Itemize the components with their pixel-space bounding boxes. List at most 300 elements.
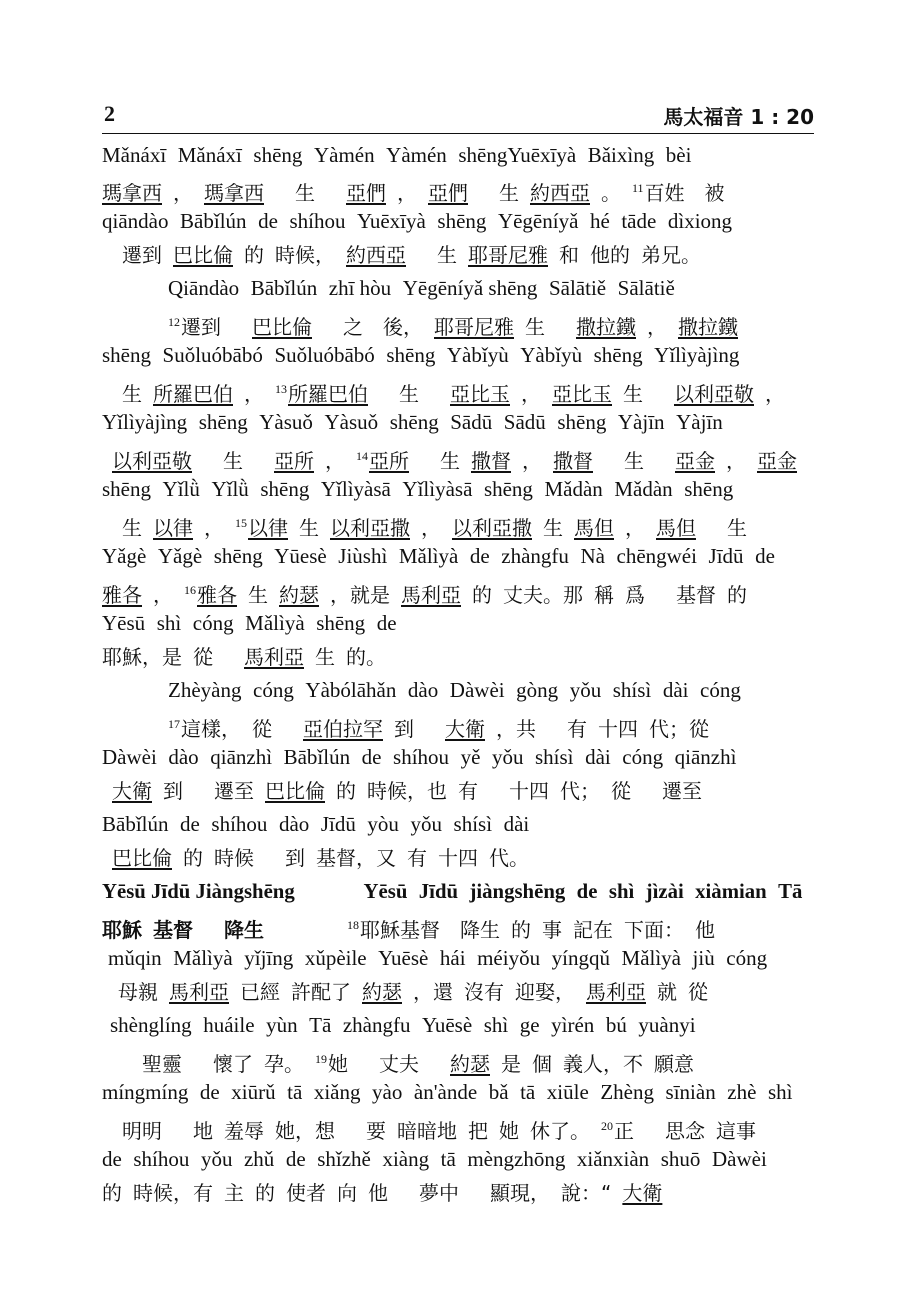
word: ，還 xyxy=(413,980,453,1004)
word: Mǎlìyà xyxy=(398,544,459,568)
word: 這樣， xyxy=(181,717,241,741)
pinyin-line xyxy=(102,943,814,973)
word: ， xyxy=(397,181,417,205)
word: ， xyxy=(522,449,542,473)
word: 是 xyxy=(501,1052,521,1076)
word: Yǐlǜ xyxy=(211,477,249,501)
chinese-line xyxy=(102,1111,814,1141)
word: 事 xyxy=(542,918,562,942)
word: 有 xyxy=(407,846,427,870)
word: dài xyxy=(585,745,611,769)
word: 代；從 xyxy=(649,717,709,741)
word: 懷了 xyxy=(213,1052,253,1076)
word: 生 xyxy=(315,645,335,669)
proper-name: 耶哥尼雅 xyxy=(434,315,514,339)
chinese-line xyxy=(102,173,814,203)
word: Nà xyxy=(580,544,605,568)
word: 生 xyxy=(299,516,319,540)
word: 已經 xyxy=(240,980,280,1004)
word: shì xyxy=(156,611,182,635)
word: 生 xyxy=(479,181,519,205)
word: dài xyxy=(503,812,530,836)
word: 向 xyxy=(337,1181,357,1205)
word: Mǎlìyà xyxy=(173,946,233,970)
word: bú xyxy=(605,1013,627,1037)
word: Dàwèi xyxy=(449,678,505,702)
word: tāde xyxy=(621,209,657,233)
word: shēng xyxy=(260,477,310,501)
word: 丈夫 xyxy=(379,1052,439,1076)
word: 生 xyxy=(379,382,439,406)
pinyin-line xyxy=(102,1010,814,1040)
word: 十四 xyxy=(598,717,638,741)
word: 思念 xyxy=(665,1119,705,1143)
word: ， xyxy=(625,516,645,540)
pinyin-line xyxy=(102,742,814,772)
word: ， xyxy=(204,516,224,540)
word: shì xyxy=(483,1013,509,1037)
word: 她，想 xyxy=(275,1119,355,1143)
word: 要 xyxy=(366,1119,386,1143)
word: Yǐlìyàjìng xyxy=(654,343,740,367)
proper-name: 以律 xyxy=(248,516,288,540)
word: zhè xyxy=(727,1080,757,1104)
header-rule xyxy=(102,133,814,134)
proper-name: 耶哥尼雅 xyxy=(468,243,548,267)
pinyin-line xyxy=(102,407,814,437)
word: 明明 xyxy=(122,1119,182,1143)
word: Yēsū xyxy=(363,879,408,903)
word: Jiùshì xyxy=(338,544,388,568)
proper-name: 約西亞 xyxy=(346,243,406,267)
word: cóng xyxy=(726,946,768,970)
word: 生 xyxy=(604,449,664,473)
chinese-line xyxy=(102,307,814,337)
verse-number: 11 xyxy=(632,181,644,195)
word: yào xyxy=(372,1080,403,1104)
proper-name: 雅各 xyxy=(197,583,237,607)
word: Yàjīn xyxy=(676,410,723,434)
word: Jīdū xyxy=(708,544,744,568)
word: 願意 xyxy=(654,1052,694,1076)
word: 生 xyxy=(707,516,747,540)
proper-name: 以律 xyxy=(153,516,193,540)
word: 弟兄。 xyxy=(641,243,701,267)
word: Zhèng xyxy=(600,1080,654,1104)
word: yǒu xyxy=(410,812,442,836)
word: Suǒluóbābó xyxy=(162,343,263,367)
word: Yūesè xyxy=(274,544,327,568)
proper-name: 大衛 xyxy=(112,779,152,803)
pinyin-line xyxy=(102,340,814,370)
word: 這事 xyxy=(716,1119,756,1143)
verse-number: 12 xyxy=(168,315,180,329)
proper-name: 撒督 xyxy=(553,449,593,473)
word: de xyxy=(102,1147,122,1171)
word: shì xyxy=(608,879,635,903)
word: 基督 xyxy=(676,583,716,607)
verse-number: 13 xyxy=(275,382,287,396)
pinyin-line xyxy=(102,809,814,839)
section-heading-word: 基督 xyxy=(153,918,193,942)
word: Mǎdàn xyxy=(614,477,673,501)
chinese-line xyxy=(102,977,814,1007)
word: àn'ànde xyxy=(413,1080,478,1104)
word: 地 xyxy=(193,1119,213,1143)
word: ， xyxy=(765,382,785,406)
word: yíngqǔ xyxy=(551,946,610,970)
word: 耶穌基督 降生 xyxy=(360,918,500,942)
word: Yàmén xyxy=(313,143,375,167)
chinese-line xyxy=(102,374,814,404)
word: 的 xyxy=(511,918,531,942)
word: shíhou xyxy=(133,1147,190,1171)
word: 的 xyxy=(183,846,203,870)
word: Jīdū xyxy=(418,879,459,903)
section-heading-word: 耶穌 xyxy=(102,918,142,942)
word: cóng xyxy=(253,678,294,702)
word: shíhou xyxy=(393,745,450,769)
word: de xyxy=(199,1080,220,1104)
word: 的 xyxy=(336,779,356,803)
word: zhī hòu xyxy=(328,276,392,300)
word: shíhou xyxy=(211,812,268,836)
word: xiǎnxiàn xyxy=(576,1147,650,1171)
word: 從 xyxy=(193,645,233,669)
running-head: 馬太福音 1 : 20 xyxy=(663,105,814,129)
word: 遷至 xyxy=(214,779,254,803)
word: de xyxy=(361,745,382,769)
proper-name: 亞所 xyxy=(369,449,409,473)
word: yǒu xyxy=(491,745,524,769)
word: 時候 xyxy=(214,846,274,870)
proper-name: 亞伯拉罕 xyxy=(303,717,383,741)
proper-name: 巴比倫 xyxy=(112,846,172,870)
word: cóng xyxy=(700,678,741,702)
word: shǐzhě xyxy=(317,1147,371,1171)
proper-name: 大衛 xyxy=(622,1181,663,1205)
word: 就 xyxy=(657,980,677,1004)
word: xiàng xyxy=(382,1147,430,1171)
proper-name: 巴比倫 xyxy=(252,315,312,339)
pinyin-line xyxy=(102,273,814,303)
word: zhàngfu xyxy=(342,1013,411,1037)
proper-name: 雅各 xyxy=(102,583,142,607)
word: shísì xyxy=(535,745,574,769)
section-heading-word: 降生 xyxy=(204,918,264,942)
word: Yēgēníyǎ shēng xyxy=(402,276,538,300)
proper-name: 所羅巴伯 xyxy=(288,382,368,406)
word: bǎ xyxy=(488,1080,509,1104)
word: 生 xyxy=(122,516,142,540)
word: sīniàn xyxy=(665,1080,716,1104)
word: 生 xyxy=(417,243,457,267)
word: 稱 xyxy=(594,583,614,607)
word: shēng xyxy=(198,410,248,434)
pinyin-line xyxy=(102,474,814,504)
word: 遷至 xyxy=(662,779,702,803)
word: ， xyxy=(421,516,441,540)
word: 的 xyxy=(255,1181,275,1205)
word: qiānzhì xyxy=(674,745,737,769)
word: shēngYuēxīyà xyxy=(458,143,577,167)
word: Yēgēníyǎ xyxy=(497,209,579,233)
pinyin-line xyxy=(102,206,814,236)
word: Mǎlìyà xyxy=(621,946,681,970)
chinese-line xyxy=(102,910,814,940)
verse-number: 20 xyxy=(601,1119,613,1133)
proper-name: 約瑟 xyxy=(279,583,319,607)
word: 說：“ xyxy=(561,1181,612,1205)
word: méiyǒu xyxy=(477,946,541,970)
word: Suǒluóbābó xyxy=(274,343,375,367)
word: jìzài xyxy=(645,879,684,903)
word: shēng xyxy=(593,343,643,367)
word: 時候，有 xyxy=(133,1181,213,1205)
word: 夢中 xyxy=(419,1181,479,1205)
word: Mǎlìyà xyxy=(245,611,305,635)
word: 代； xyxy=(560,779,600,803)
word: 個 xyxy=(532,1052,552,1076)
word: 有 xyxy=(567,717,587,741)
word: qiāndào xyxy=(102,209,169,233)
word: Mǎnáxī xyxy=(102,143,167,167)
word: Sādū xyxy=(503,410,546,434)
word: cóng xyxy=(192,611,234,635)
word: bèi xyxy=(665,143,692,167)
word: 聖靈 xyxy=(142,1052,202,1076)
word: zhǔ xyxy=(243,1147,275,1171)
word: yìrén xyxy=(551,1013,595,1037)
word: shì xyxy=(767,1080,793,1104)
word: 休了。 xyxy=(530,1119,590,1143)
chinese-line xyxy=(102,575,814,605)
word: 到 xyxy=(394,717,434,741)
page-number: 2 xyxy=(104,101,115,126)
word: 他的 xyxy=(590,243,630,267)
proper-name: 亞們 xyxy=(346,181,386,205)
word: 生 xyxy=(275,181,335,205)
proper-name: 大衛 xyxy=(445,717,485,741)
verse-number: 16 xyxy=(184,583,196,597)
word: Zhèyàng xyxy=(168,678,242,702)
word: 生 xyxy=(122,382,142,406)
proper-name: 所羅巴伯 xyxy=(153,382,233,406)
word: mǔqin xyxy=(108,946,162,970)
pinyin-line xyxy=(102,1077,814,1107)
word: de xyxy=(258,209,278,233)
word: Bābǐlún xyxy=(283,745,351,769)
word: Bābǐlún xyxy=(180,209,247,233)
word: ，就是 xyxy=(330,583,390,607)
word: Yàbǐyù xyxy=(520,343,583,367)
proper-name: 瑪拿西 xyxy=(204,181,264,205)
word: 正 xyxy=(614,1119,654,1143)
word: dài xyxy=(662,678,689,702)
word: 記在 xyxy=(573,918,613,942)
chinese-line xyxy=(102,1178,814,1208)
word: 使者 xyxy=(286,1181,326,1205)
word: 的 xyxy=(244,243,264,267)
word: shēng xyxy=(684,477,734,501)
pinyin-line xyxy=(102,608,814,638)
verse-number: 14 xyxy=(356,449,368,463)
proper-name: 瑪拿西 xyxy=(102,181,162,205)
word: 爲 xyxy=(625,583,665,607)
word: 。 xyxy=(601,181,621,205)
word: Yàjīn xyxy=(617,410,665,434)
word: 她 xyxy=(328,1052,368,1076)
word: shuō xyxy=(660,1147,701,1171)
word: shēng xyxy=(437,209,487,233)
chinese-line xyxy=(102,240,814,270)
word: dào xyxy=(278,812,310,836)
proper-name: 亞所 xyxy=(274,449,314,473)
chinese-line xyxy=(102,441,814,471)
verse-number: 15 xyxy=(235,516,247,530)
word: xiūrǔ xyxy=(231,1080,276,1104)
word: de xyxy=(180,812,200,836)
word: Yǐlìyàsā xyxy=(320,477,391,501)
word: Yuēsè xyxy=(422,1013,473,1037)
word: Mǎdàn xyxy=(544,477,603,501)
word: shēng xyxy=(102,343,151,367)
word: 把 xyxy=(468,1119,488,1143)
word: 他 xyxy=(368,1181,408,1205)
word: zhàngfu xyxy=(501,544,569,568)
word: Yàsuǒ xyxy=(259,410,313,434)
proper-name: 亞比玉 xyxy=(552,382,612,406)
word: tā xyxy=(440,1147,456,1171)
proper-name: 馬但 xyxy=(574,516,614,540)
word: Yǐlǜ xyxy=(162,477,200,501)
proper-name: 亞們 xyxy=(428,181,468,205)
word: yùn xyxy=(266,1013,298,1037)
chinese-line xyxy=(102,642,814,672)
word: shēng xyxy=(102,477,151,501)
word: de xyxy=(469,544,490,568)
word: Sālātiě xyxy=(548,276,607,300)
word: xǔpèile xyxy=(304,946,367,970)
word: Yǐlìyàsā xyxy=(402,477,473,501)
word: 的 xyxy=(472,583,492,607)
word: yòu xyxy=(367,812,399,836)
proper-name: 亞金 xyxy=(675,449,715,473)
word: Bǎixìng xyxy=(587,143,655,167)
proper-name: 約西亞 xyxy=(530,181,590,205)
pinyin-line xyxy=(102,675,814,705)
word: Yǎgè xyxy=(157,544,203,568)
proper-name: 馬但 xyxy=(656,516,696,540)
chinese-line xyxy=(102,776,814,806)
word: 從 xyxy=(611,779,651,803)
word: 她 xyxy=(499,1119,519,1143)
word: Yǐlìyàjìng xyxy=(102,410,188,434)
word: shísì xyxy=(453,812,493,836)
proper-name: 約瑟 xyxy=(362,980,402,1004)
word: 生 xyxy=(420,449,460,473)
word: 他 xyxy=(695,918,715,942)
word: shēng xyxy=(389,410,439,434)
word: yǒu xyxy=(569,678,602,702)
chinese-line xyxy=(102,1044,814,1074)
pinyin-line xyxy=(102,1144,814,1174)
word: Yēsū xyxy=(102,611,146,635)
word: 的 xyxy=(102,1181,122,1205)
word: Yuēsè xyxy=(378,946,429,970)
word: Mǎnáxī xyxy=(177,143,242,167)
chinese-line xyxy=(102,709,814,739)
word: tā xyxy=(520,1080,536,1104)
proper-name: 亞比玉 xyxy=(450,382,510,406)
word: 遷到 xyxy=(181,315,241,339)
word: ， xyxy=(153,583,173,607)
word: Yuēxīyà xyxy=(357,209,426,233)
word: 耶穌，是 xyxy=(102,645,182,669)
word: chēngwéi xyxy=(616,544,697,568)
word: ， xyxy=(244,382,264,406)
word: 下面： xyxy=(624,918,684,942)
word: 的 xyxy=(727,583,747,607)
word: Dàwèi xyxy=(102,745,157,769)
word: Yàmén xyxy=(386,143,447,167)
word: xiūle xyxy=(546,1080,589,1104)
word: Qiāndào xyxy=(168,276,240,300)
word: 到 xyxy=(285,846,305,870)
word: 生 xyxy=(623,382,663,406)
proper-name: 以利亞敬 xyxy=(674,382,754,406)
proper-name: 亞金 xyxy=(757,449,797,473)
word: shēng xyxy=(213,544,263,568)
word: ge xyxy=(519,1013,540,1037)
word: Bābǐlún xyxy=(102,812,169,836)
word: 顯現， xyxy=(490,1181,550,1205)
proper-name: 馬利亞 xyxy=(401,583,461,607)
word: 到 xyxy=(163,779,203,803)
word: 丈夫。那 xyxy=(503,583,583,607)
word: 的。 xyxy=(346,645,386,669)
word: 時候，也 xyxy=(367,779,447,803)
word: Yàbǐyù xyxy=(446,343,509,367)
word: 羞辱 xyxy=(224,1119,264,1143)
verse-number: 17 xyxy=(168,717,180,731)
word: shíhou xyxy=(289,209,346,233)
word: 從 xyxy=(252,717,292,741)
word: ， xyxy=(647,315,667,339)
word: 沒有 xyxy=(464,980,504,1004)
page-header xyxy=(102,101,814,131)
word: dìxiong xyxy=(667,209,733,233)
word: Tā xyxy=(309,1013,332,1037)
word: shēng xyxy=(253,143,303,167)
word: de xyxy=(755,544,775,568)
word: 基督，又 xyxy=(316,846,396,870)
word: 有 xyxy=(458,779,498,803)
pinyin-line xyxy=(102,140,814,170)
word: hé xyxy=(589,209,610,233)
word: shēng xyxy=(483,477,533,501)
word: 代。 xyxy=(489,846,529,870)
word: ，共 xyxy=(496,717,556,741)
word: de xyxy=(376,611,397,635)
word: ， xyxy=(325,449,345,473)
proper-name: 撒拉鐵 xyxy=(678,315,738,339)
word: ， xyxy=(521,382,541,406)
word: 生 xyxy=(543,516,563,540)
word: 主 xyxy=(224,1181,244,1205)
word: 從 xyxy=(688,980,708,1004)
proper-name: 巴比倫 xyxy=(265,779,325,803)
